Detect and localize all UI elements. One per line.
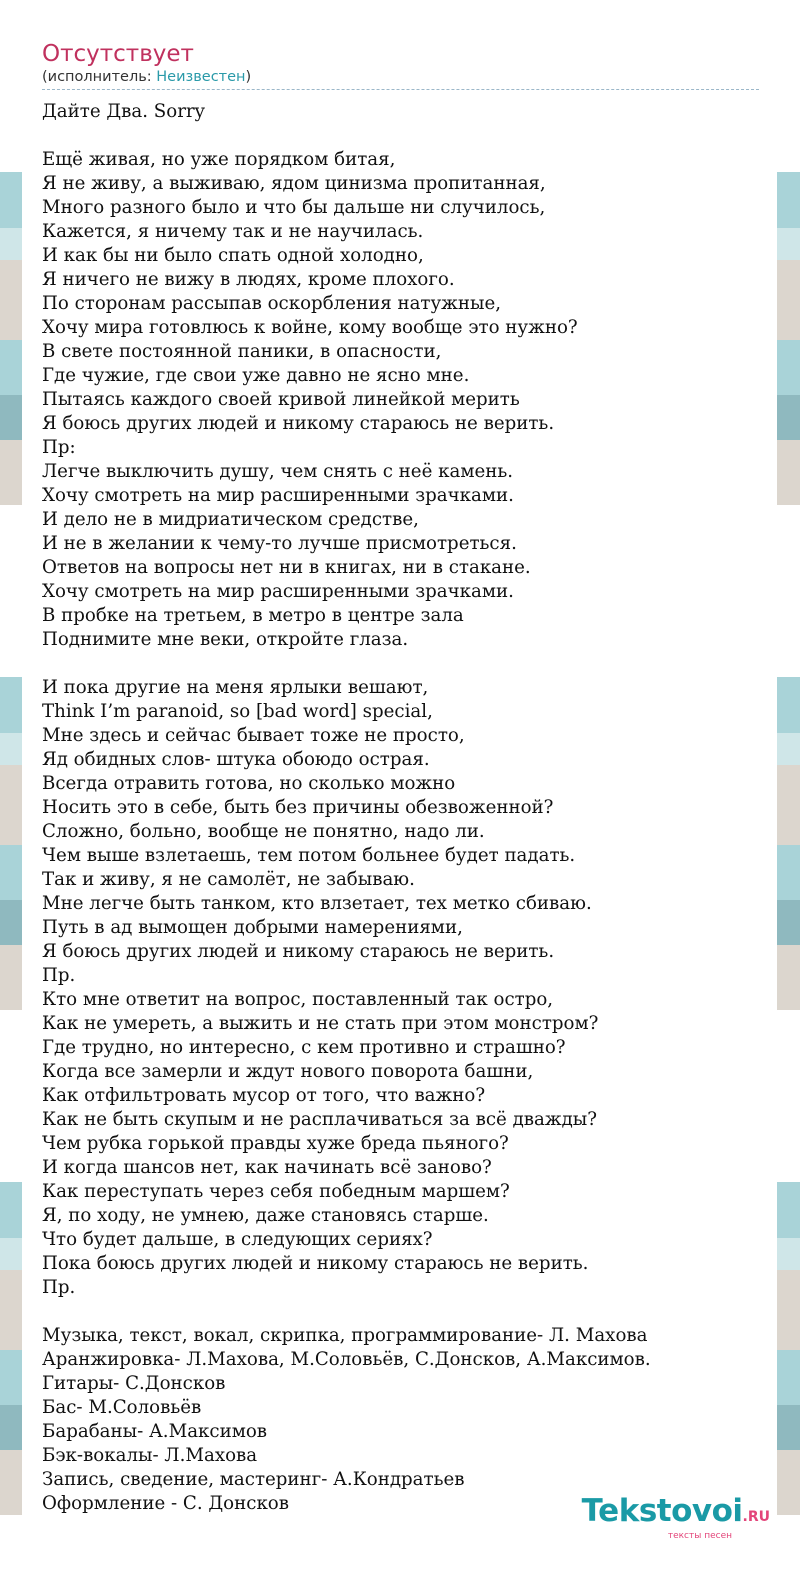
lyric-line <box>42 124 757 148</box>
lyric-line: Путь в ад вымощен добрыми намерениями, <box>42 917 463 938</box>
lyric-line: Я ничего не вижу в людях, кроме плохого. <box>42 269 455 290</box>
lyric-line: И когда шансов нет, как начинать всё заново? <box>42 1157 492 1178</box>
lyric-line: Музыка, текст, вокал, скрипка, программирование- Л. Махова <box>42 1325 648 1346</box>
lyric-line: Аранжировка- Л.Махова, М.Соловьёв, С.Донсков, А.Максимов. <box>42 1349 651 1370</box>
lyric-line: Дайте Два. Sorry <box>42 101 205 122</box>
lyric-line: Так и живу, я не самолёт, не забываю. <box>42 869 415 890</box>
lyric-line: Как переступать через себя победным маршем? <box>42 1181 510 1202</box>
lyric-line: Кажется, я ничему так и не научилась. <box>42 221 424 242</box>
performer-line <box>42 68 759 90</box>
lyric-line: Бас- М.Соловьёв <box>42 1397 202 1418</box>
lyric-line: По сторонам рассыпав оскорбления натужные, <box>42 293 502 314</box>
lyric-line: Хочу смотреть на мир расширенными зрачками. <box>42 485 514 506</box>
lyric-line: Барабаны- А.Максимов <box>42 1421 268 1442</box>
lyric-line: Кто мне ответит на вопрос, поставленный так остро, <box>42 989 554 1010</box>
lyric-line <box>42 652 757 676</box>
lyric-line: Я, по ходу, не умнею, даже становясь старше. <box>42 1205 489 1226</box>
logo-main-text: Tekstovoi <box>581 1493 743 1529</box>
lyric-line: Пытаясь каждого своей кривой линейкой мерить <box>42 389 520 410</box>
lyric-line: Ответов на вопросы нет ни в книгах, ни в стакане. <box>42 557 531 578</box>
lyric-line: И пока другие на меня ярлыки вешают, <box>42 677 429 698</box>
lyric-line: Ещё живая, но уже порядком битая, <box>42 149 396 170</box>
lyric-line: Пока боюсь других людей и никому стараюсь не верить. <box>42 1253 589 1274</box>
site-logo[interactable] <box>582 1495 770 1541</box>
lyric-line: Поднимите мне веки, откройте глаза. <box>42 629 409 650</box>
lyric-line: Легче выключить душу, чем снять с неё камень. <box>42 461 514 482</box>
lyric-line: Хочу мира готовлюсь к войне, кому вообще это нужно? <box>42 317 578 338</box>
logo-wordmark <box>582 1495 770 1533</box>
lyric-line: Что будет дальше, в следующих сериях? <box>42 1229 433 1250</box>
lyric-line: Как не умереть, а выжить и не стать при этом монстром? <box>42 1013 599 1034</box>
logo-tld: .RU <box>742 1509 770 1525</box>
lyric-line: Всегда отравить готова, но сколько можно <box>42 773 456 794</box>
lyric-line <box>42 1300 757 1324</box>
lyric-line: Бэк-вокалы- Л.Махова <box>42 1445 258 1466</box>
lyric-line: Пр. <box>42 965 76 986</box>
lyric-line: В свете постоянной паники, в опасности, <box>42 341 442 362</box>
lyric-line: В пробке на третьем, в метро в центре зала <box>42 605 464 626</box>
lyric-line: Носить это в себе, быть без причины обезвоженной? <box>42 797 554 818</box>
lyric-line: И не в желании к чему-то лучше присмотреться. <box>42 533 517 554</box>
lyric-line: Гитары- С.Донсков <box>42 1373 226 1394</box>
performer-suffix: ) <box>245 69 252 85</box>
performer-link[interactable]: Неизвестен <box>156 69 246 85</box>
lyric-line: Запись, сведение, мастеринг- А.Кондратьев <box>42 1469 465 1490</box>
logo-tagline: тексты песен <box>667 1531 732 1541</box>
lyric-line: Где трудно, но интересно, с кем противно и страшно? <box>42 1037 566 1058</box>
lyric-line: Я не живу, а выживаю, ядом цинизма пропитанная, <box>42 173 546 194</box>
lyric-line: Сложно, больно, вообще не понятно, надо ли. <box>42 821 485 842</box>
lyric-line: Мне легче быть танком, кто влзетает, тех метко сбиваю. <box>42 893 592 914</box>
lyric-line: Оформление - С. Донсков <box>42 1493 289 1514</box>
lyric-line: Как отфильтровать мусор от того, что важно? <box>42 1085 486 1106</box>
lyric-line: И как бы ни было спать одной холодно, <box>42 245 424 266</box>
lyric-line: Think I’m paranoid, so [bad word] special, <box>42 701 433 722</box>
lyric-line: Как не быть скупым и не расплачиваться за всё дважды? <box>42 1109 598 1130</box>
lyric-line: Я боюсь других людей и никому стараюсь не верить. <box>42 413 555 434</box>
song-title: Отсутствует <box>42 41 194 67</box>
lyric-line: Чем рубка горькой правды хуже бреда пьяного? <box>42 1133 509 1154</box>
lyrics-text <box>42 100 757 1516</box>
performer-prefix: (исполнитель: <box>42 69 157 85</box>
lyric-line: Я боюсь других людей и никому стараюсь не верить. <box>42 941 555 962</box>
lyric-line: Чем выше взлетаешь, тем потом больнее будет падать. <box>42 845 576 866</box>
lyrics-card <box>22 22 777 1545</box>
lyric-line: И дело не в мидриатическом средстве, <box>42 509 419 530</box>
lyric-line: Где чужие, где свои уже давно не ясно мне. <box>42 365 470 386</box>
lyric-line: Пр. <box>42 1277 76 1298</box>
lyric-line: Мне здесь и сейчас бывает тоже не просто, <box>42 725 465 746</box>
lyric-line: Когда все замерли и ждут нового поворота башни, <box>42 1061 534 1082</box>
lyric-line: Пр: <box>42 437 76 458</box>
lyric-line: Много разного было и что бы дальше ни случилось, <box>42 197 546 218</box>
lyric-line: Яд обидных слов- штука обоюдо острая. <box>42 749 430 770</box>
lyric-line: Хочу смотреть на мир расширенными зрачками. <box>42 581 514 602</box>
